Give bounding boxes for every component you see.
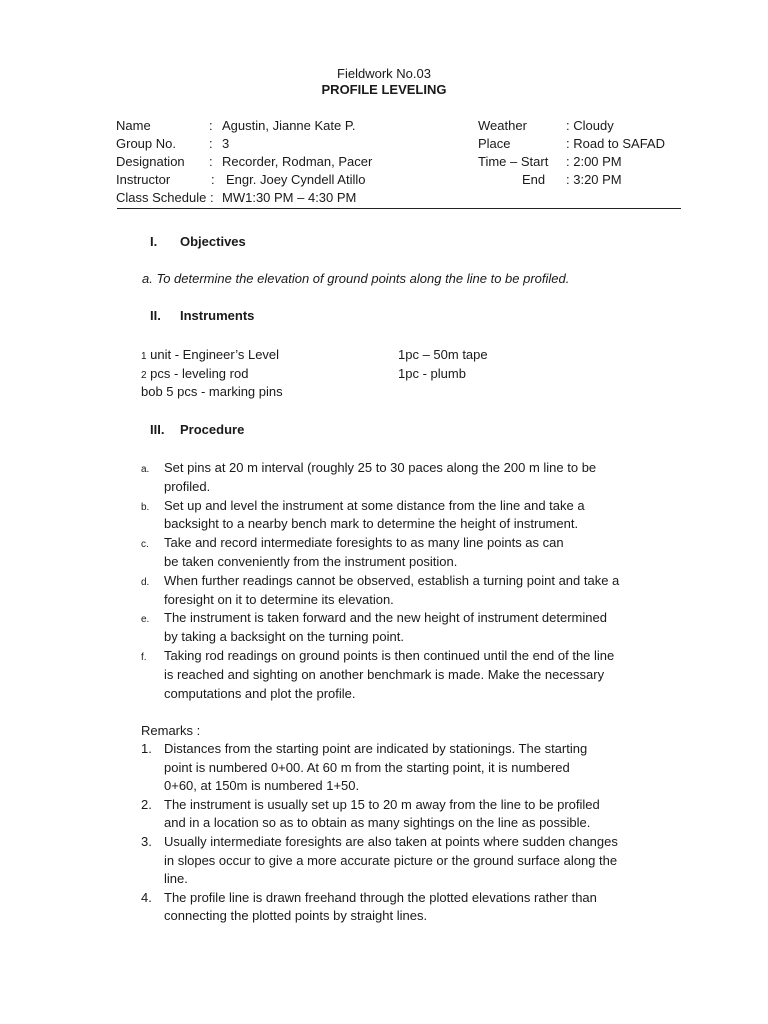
remark-item-marker: 4.	[141, 889, 152, 905]
instrument-text: pcs - leveling rod	[146, 366, 249, 381]
schedule-label: Class Schedule :	[116, 190, 214, 205]
remark-item-marker: 1.	[141, 741, 152, 756]
procedure-item-marker: f.	[141, 652, 147, 663]
remark-item-text: line.	[164, 871, 188, 887]
group-sep: :	[209, 136, 213, 151]
instructor-label: Instructor	[116, 172, 171, 187]
fieldwork-number: Fieldwork No.03	[337, 66, 431, 81]
instrument-text: bob 5 pcs - marking pins	[141, 384, 283, 399]
remark-item-marker: 2.	[141, 796, 152, 812]
procedure-item-text: by taking a backsight on the turning point.	[164, 629, 404, 645]
document-title: PROFILE LEVELING	[321, 82, 447, 97]
procedure-item-marker: b.	[141, 501, 150, 513]
instruments-number: II.	[150, 308, 161, 323]
instrument-qty: 1	[141, 351, 147, 362]
procedure-item-text: foresight on it to determine its elevation.	[164, 591, 394, 607]
instruments-heading: Instruments	[180, 308, 255, 323]
objectives-heading: Objectives	[180, 234, 246, 249]
instrument-item	[141, 384, 283, 400]
procedure-item-marker: c.	[141, 539, 149, 551]
weather-value: : Cloudy	[566, 118, 614, 133]
procedure-item-marker: a.	[141, 464, 150, 475]
place-label: Place	[478, 136, 511, 151]
group-label: Group No.	[116, 136, 176, 151]
procedure-item-text: computations and plot the profile.	[164, 685, 356, 701]
procedure-item-marker: e.	[141, 614, 150, 626]
remark-item-text: 0+60, at 150m is numbered 1+50.	[164, 778, 360, 794]
designation-sep: :	[209, 154, 213, 169]
objective-a: a. To determine the elevation of ground points along the line to be profiled.	[142, 271, 570, 286]
instrument-item	[141, 347, 279, 365]
procedure-item-text: backsight to a nearby bench mark to determine the height of instrument.	[164, 516, 579, 532]
remark-item-text: Distances from the starting point are indicated by stationings. The starting	[164, 741, 588, 756]
name-sep: :	[209, 118, 213, 133]
remark-item-text: The profile line is drawn freehand through the plotted elevations rather than	[164, 889, 597, 905]
procedure-item-text: When further readings cannot be observed, establish a turning point and take a	[164, 572, 620, 588]
procedure-item-text: Set up and level the instrument at some distance from the line and take a	[164, 497, 585, 513]
remark-item-text: in slopes occur to give a more accurate picture or the ground surface along the	[164, 852, 618, 868]
procedure-item-text: Set pins at 20 m interval (roughly 25 to 30 paces along the 200 m line to be	[164, 460, 597, 475]
place-value: : Road to SAFAD	[566, 136, 665, 151]
instrument-item: 1pc – 50m tape	[398, 347, 488, 362]
remarks-heading: Remarks :	[141, 723, 201, 738]
name-label: Name	[116, 118, 151, 133]
name-value: Agustin, Jianne Kate P.	[222, 118, 356, 133]
time-start-value: : 2:00 PM	[566, 154, 622, 169]
designation-label: Designation	[116, 154, 185, 169]
designation-value: Recorder, Rodman, Pacer	[222, 154, 373, 169]
instrument-item: 1pc - plumb	[398, 366, 466, 381]
procedure-item-text: The instrument is taken forward and the new height of instrument determined	[164, 610, 607, 626]
procedure-item-text: Taking rod readings on ground points is then continued until the end of the line	[164, 648, 615, 663]
procedure-number: III.	[150, 422, 165, 437]
procedure-item-text: Take and record intermediate foresights to as many line points as can	[164, 535, 564, 551]
instructor-value: Engr. Joey Cyndell Atillo	[226, 172, 366, 187]
remark-item-text: and in a location so as to obtain as many sightings on the line as possible.	[164, 815, 591, 831]
procedure-heading: Procedure	[180, 422, 245, 437]
instrument-item	[141, 366, 248, 384]
remark-item-text: connecting the plotted points by straight lines.	[164, 908, 428, 924]
weather-label: Weather	[478, 118, 527, 133]
schedule-value: MW1:30 PM – 4:30 PM	[222, 190, 357, 205]
instrument-text: unit - Engineer’s Level	[146, 347, 280, 362]
time-start-label: Time – Start	[478, 154, 549, 169]
remark-item-text: point is numbered 0+00. At 60 m from the starting point, it is numbered	[164, 759, 570, 775]
remark-item-marker: 3.	[141, 834, 152, 849]
instrument-qty: 2	[141, 370, 147, 381]
time-end-label: End	[522, 172, 546, 187]
procedure-item-text: is reached and sighting on another benchmark is made. Make the necessary	[164, 666, 605, 682]
objectives-number: I.	[150, 234, 158, 249]
remark-item-text: Usually intermediate foresights are also taken at points where sudden changes	[164, 834, 618, 849]
group-value: 3	[222, 136, 230, 151]
procedure-item-text: be taken conveniently from the instrument position.	[164, 554, 458, 569]
header-divider	[117, 208, 681, 209]
procedure-item-text: profiled.	[164, 478, 211, 494]
remark-item-text: The instrument is usually set up 15 to 20 m away from the line to be profiled	[164, 796, 600, 812]
time-end-value: : 3:20 PM	[566, 172, 622, 187]
instructor-sep: :	[211, 172, 215, 187]
procedure-item-marker: d.	[141, 576, 150, 588]
